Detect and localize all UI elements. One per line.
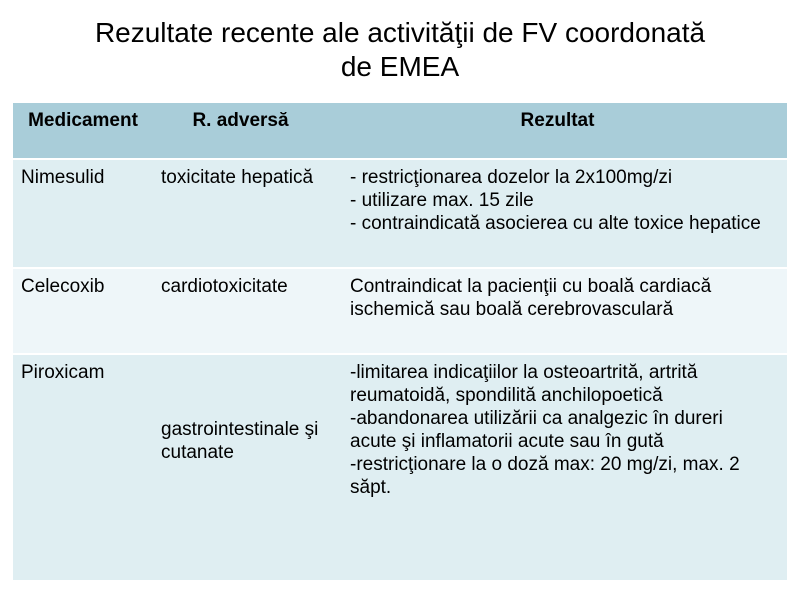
cell-result [328,268,787,354]
result-line: - restricţionarea dozelor la 2x100mg/zi [350,167,673,188]
cell-adverse-reaction: gastrointestinale şi cutanate [153,354,328,581]
cell-adverse-reaction: toxicitate hepatică [153,159,328,268]
cell-medicament: Celecoxib [13,268,153,354]
table-header-row [13,103,787,159]
cell-result [328,354,787,581]
table-row [13,354,787,581]
cell-medicament: Nimesulid [13,159,153,268]
table-row [13,159,787,268]
table-row [13,268,787,354]
result-line: -restricţionare la o doză max: 20 mg/zi, max. 2 săpt. [350,454,740,498]
result-line: - contraindicată asocierea cu alte toxice hepatice [350,213,761,234]
result-line: -abandonarea utilizării ca analgezic în dureri acute şi inflamatorii acute sau în gută [350,408,723,452]
cell-adverse-reaction: cardiotoxicitate [153,268,328,354]
result-line: -limitarea indicaţiilor la osteoartrită, artrită reumatoidă, spondilită anchilopoetică [350,362,698,406]
slide-title-line-1: Rezultate recente ale activităţii de FV coordonată [94,17,706,48]
results-table [13,103,787,582]
cell-medicament: Piroxicam [13,354,153,581]
result-line: - utilizare max. 15 zile [350,190,534,211]
slide-title-line-2: de EMEA [340,51,460,82]
slide-title [20,16,780,84]
cell-result [328,159,787,268]
result-line: Contraindicat la pacienţii cu boală cardiacă ischemică sau boală cerebrovasculară [350,276,712,320]
header-adverse-reaction: R. adversă [153,103,328,159]
header-result: Rezultat [328,103,787,159]
header-medicament: Medicament [13,103,153,159]
